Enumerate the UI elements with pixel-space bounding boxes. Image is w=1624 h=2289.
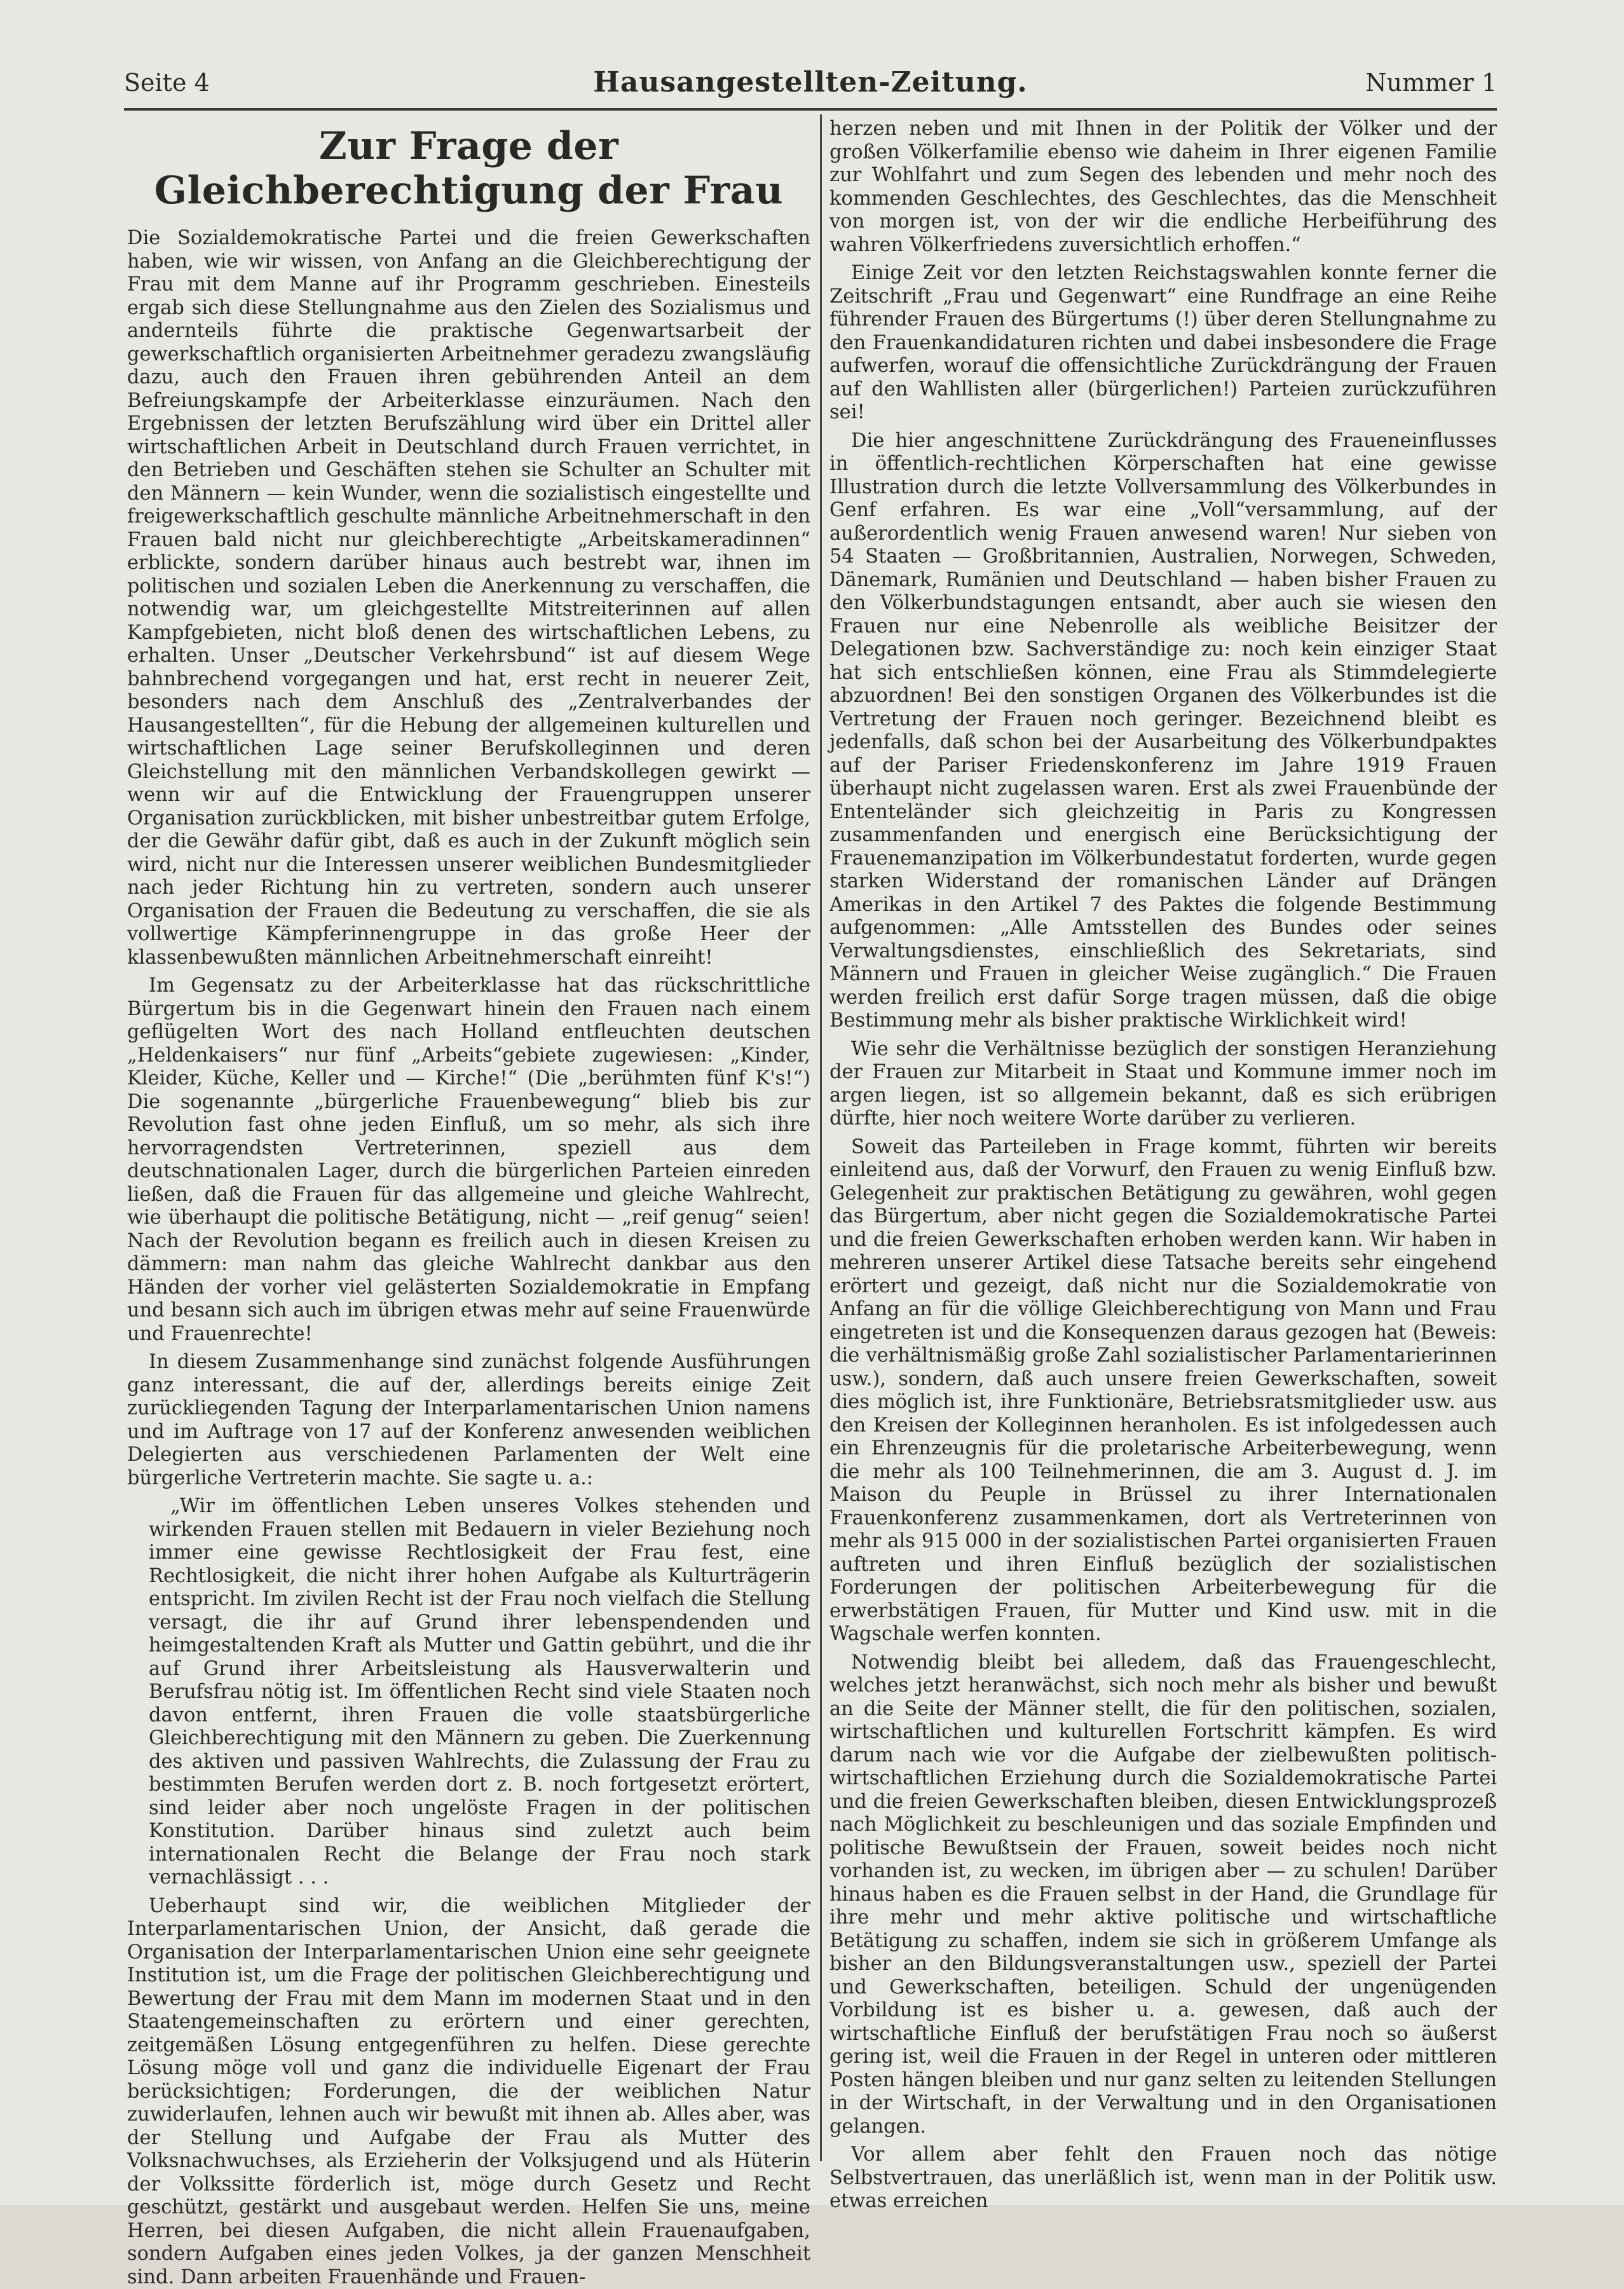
page-number: Seite 4 [124,64,210,102]
paragraph: Die hier angeschnittene Zurückdrängung des Fraueneinflusses in öffentlich-rechtlichen Körperschaften hat eine gewisse Illustration durch die letzte Vollversammlung des Völkerbundes in Genf erfahren. Es war eine „Voll“versammlung, auf der außerordentlich wenig Frauen anwesend waren! Nur sieben von 54 Staaten — Großbritannien, Australien, Norwegen, Schweden, Dänemark, Rumänien und Deutschland — haben bisher Frauen zu den Völkerbundstagungen entsandt, aber auch sie wiesen den Frauen nur eine Nebenrolle als weibliche Beisitzer der Delegationen bzw. Sachverständige zu: noch kein einziger Staat hat sich entschließen können, eine Frau als Stimmdelegierte abzuordnen! Bei den sonstigen Organen des Völkerbundes ist die Vertretung der Frauen noch geringer. Bezeichnend bleibt es jedenfalls, daß schon bei der Ausarbeitung des Völkerbundpaktes auf der Pariser Friedenskonferenz im Jahre 1919 Frauen überhaupt nicht zugelassen waren. Erst als zwei Frauenbünde der Ententeländer sich gleichzeitig in Paris zu Kongressen zusammenfanden und energisch eine Berücksichtigung der Frauenemanzipation im Völkerbundestatut forderten, wurde gegen starken Widerstand der romanischen Länder auf Drängen Amerikas in den Artikel 7 des Paktes die folgende Bestimmung aufgenommen: „Alle Amtsstellen des Bundes oder seines Verwaltungsdienstes, einschließlich des Sekretariats, sind Männern und Frauen in gleicher Weise zugänglich.“ Die Frauen werden freilich erst dafür Sorge tragen müssen, daß die obige Bestimmung mehr als bisher praktische Wirklichkeit wird! [829,430,1497,1033]
paragraph: Ueberhaupt sind wir, die weiblichen Mitglieder der Interparlamentarischen Union, der Ansicht, daß gerade die Organisation der Interparlamentarischen Union eine sehr geeignete Institution ist, um die Frage der politischen Gleichberechtigung und Bewertung der Frau mit dem Mann im modernen Staat und in den Staatengemeinschaften zu erörtern und einer gerechten, zeitgemäßen Lösung entgegenführen zu helfen. Diese gerechte Lösung möge voll und ganz die individuelle Eigenart der Frau berücksichtigen; Forderungen, die der weiblichen Natur zuwiderlaufen, lehnen auch wir bewußt mit ihnen ab. Alles aber, was der Stellung und Aufgabe der Frau als Mutter des Volksnachwuchses, als Erzieherin der Volksjugend und als Hüterin der Volkssitte förderlich ist, möge durch Gesetz und Recht geschützt, gestärkt und ausgebaut werden. Helfen Sie uns, meine Herren, bei diesen Aufgaben, die nicht allein Frauenaufgaben, sondern Aufgaben eines jeden Volkes, ja der ganzen Menschheit sind. Dann arbeiten Frauenhände und Frauen- [127,1895,810,2289]
quote-paragraph: „Wir im öffentlichen Leben unseres Volkes stehenden und wirkenden Frauen stellen mit Bedauern in vieler Beziehung noch immer eine gewisse Rechtlosigkeit der Frau fest, eine Rechtlosigkeit, die nicht ihrer hohen Aufgabe als Kulturträgerin entspricht. Im zivilen Recht ist der Frau noch vielfach die Stellung versagt, die ihr auf Grund ihrer lebenspendenden und heimgestaltenden Kraft als Mutter und Gattin gebührt, und die ihr auf Grund ihrer Arbeitsleistung als Hausverwalterin und Berufsfrau nötig ist. Im öffentlichen Recht sind viele Staaten noch davon entfernt, ihren Frauen die volle staatsbürgerliche Gleichberechtigung mit den Männern zu geben. Die Zuerkennung des aktiven und passiven Wahlrechts, die Zulassung der Frau zu bestimmten Berufen werden dort z. B. noch fortgesetzt erörtert, sind leider aber noch ungelöste Fragen in der politischen Konstitution. Darüber hinaus sind zuletzt auch beim internationalen Recht die Belange der Frau noch stark vernachlässigt . . . [149,1495,810,1890]
article-title: Zur Frage der Gleichberechtigung der Frau [127,124,810,213]
paragraph: Soweit das Parteileben in Frage kommt, führten wir bereits einleitend aus, daß der Vorwurf, den Frauen zu wenig Einfluß bzw. Gelegenheit zur praktischen Betätigung zu gewähren, wohl gegen das Bürgertum, aber nicht gegen die Sozialdemokratische Partei und die freien Gewerkschaften erhoben werden kann. Wir haben in mehreren unserer Artikel diese Tatsache bereits sehr eingehend erörtert und gezeigt, daß nicht nur die Sozialdemokratie von Anfang an für die völlige Gleichberechtigung von Mann und Frau eingetreten ist und die Konsequenzen daraus gezogen hat (Beweis: die verhältnismäßig große Zahl sozialistischer Parlamentarierinnen usw.), sondern, daß auch unsere freien Gewerkschaften, soweit dies möglich ist, ihre Funktionäre, Betriebsratsmitglieder usw. aus den Kreisen der Kolleginnen heranholen. Es ist infolgedessen auch ein Ehrenzeugnis für die proletarische Arbeiterbewegung, wenn die mehr als 100 Teilnehmerinnen, die am 3. August d. J. im Maison du Peuple in Brüssel zu ihrer Internationalen Frauenkonferenz zusammenkamen, dort als Vertreterinnen von mehr als 915 000 in der sozialistischen Partei organisierten Frauen auftreten und ihren Einfluß bezüglich der sozialistischen Forderungen der politischen Arbeiterbewegung für die erwerbstätigen Frauen, für Mutter und Kind usw. mit in die Wagschale werfen konnten. [829,1136,1497,1646]
paragraph: Wie sehr die Verhältnisse bezüglich der sonstigen Heranziehung der Frauen zur Mitarbeit in Staat und Kommune immer noch im argen liegen, ist so allgemein bekannt, daß es sich erübrigen dürfte, hier noch weitere Worte darüber zu verlieren. [829,1038,1497,1131]
header-rule [124,108,1497,111]
newspaper-title: Hausangestellten-Zeitung. [124,64,1497,102]
paragraph: Notwendig bleibt bei alledem, daß das Frauengeschlecht, welches jetzt heranwächst, sich noch mehr als bisher und bewußt an die Seite der Männer stellt, die für den politischen, sozialen, wirtschaftlichen und kulturellen Fortschritt kämpfen. Es wird darum nach wie vor die Aufgabe der zielbewußten politisch-wirtschaftlichen Erziehung durch die Sozialdemokratische Partei und die freien Gewerkschaften bleiben, diesen Entwicklungsprozeß nach Möglichkeit zu beschleunigen und das soziale Empfinden und politische Bewußtsein der Frauen, soweit beides noch nicht vorhanden ist, zu wecken, im übrigen aber — zu schulen! Darüber hinaus haben es die Frauen selbst in der Hand, die Grundlage für ihre mehr und mehr aktive politische und wirtschaftliche Betätigung zu schaffen, indem sie sich in größerem Umfange als bisher an den Bildungsveranstaltungen usw., speziell der Partei und Gewerkschaften, beteiligen. Schuld der ungenügenden Vorbildung ist es bisher u. a. gewesen, daß auch der wirtschaftliche Einfluß der berufstätigen Frau noch so äußerst gering ist, weil die Frauen in der Regel in unteren oder mittleren Posten hängen bleiben und nur ganz selten zu leitenden Stellungen in der Wirtschaft, in der Verwaltung und in den Organisationen gelangen. [829,1651,1497,2139]
issue-number: Nummer 1 [1365,64,1497,102]
paragraph: In diesem Zusammenhange sind zunächst folgende Ausführungen ganz interessant, die auf der, allerdings bereits einige Zeit zurückliegenden Tagung der Interparlamentarischen Union namens und im Auftrage von 17 auf der Konferenz anwesenden weiblichen Delegierten aus verschiedenen Parlamenten der Welt eine bürgerliche Vertreterin machte. Sie sagte u. a.: [127,1351,810,1490]
paragraph: herzen neben und mit Ihnen in der Politik der Völker und der großen Völkerfamilie ebenso wie daheim in Ihrer eigenen Familie zur Wohlfahrt und zum Segen des lebenden und mehr noch des kommenden Geschlechtes, des Geschlechtes, das die Menschheit von morgen ist, von der wir die endliche Herbeiführung des wahren Völkerfriedens zuversichtlich erhoffen.“ [829,118,1497,257]
paragraph: Im Gegensatz zu der Arbeiterklasse hat das rückschrittliche Bürgertum bis in die Gegenwart hinein den Frauen nach einem geflügelten Wort des nach Holland entfleuchten deutschen „Heldenkaisers“ nur fünf „Arbeits“gebiete zugewiesen: „Kinder, Kleider, Küche, Keller und — Kirche!“ (Die „berühmten fünf K's!“) Die sogenannte „bürgerliche Frauenbewegung“ blieb bis zur Revolution fast ohne jeden Einfluß, um so mehr, als sich ihre hervorragendsten Vertreterinnen, speziell aus dem deutschnationalen Lager, durch die bürgerlichen Parteien einreden ließen, daß die Frauen für das allgemeine und gleiche Wahlrecht, wie überhaupt die politische Betätigung, nicht — „reif genug“ seien! Nach der Revolution begann es freilich auch in diesen Kreisen zu dämmern: man nahm das gleiche Wahlrecht dankbar aus den Händen der vorher viel gelästerten Sozialdemokratie in Empfang und besann sich auch im übrigen etwas mehr auf seine Frauenwürde und Frauenrechte! [127,974,810,1346]
page-header [124,64,1497,102]
column-divider [820,114,822,2161]
article-column-left [127,118,810,2171]
paragraph: Vor allem aber fehlt den Frauen noch das nötige Selbstvertrauen, das unerläßlich ist, wenn man in der Politik usw. etwas erreichen [829,2143,1497,2213]
paragraph: Die Sozialdemokratische Partei und die freien Gewerkschaften haben, wie wir wissen, von Anfang an die Gleichberechtigung der Frau mit dem Manne auf ihr Programm geschrieben. Einesteils ergab sich diese Stellungnahme aus den Zielen des Sozialismus und andernteils führte die praktische Gegenwartsarbeit der gewerkschaftlich organisierten Arbeitnehmer geradezu zwangsläufig dazu, auch den Frauen ihren gebührenden Anteil an dem Befreiungskampfe der Arbeiterklasse einzuräumen. Nach den Ergebnissen der letzten Berufszählung wird über ein Drittel aller wirtschaftlichen Arbeit in Deutschland durch Frauen verrichtet, in den Betrieben und Geschäften stehen sie Schulter an Schulter mit den Männern — kein Wunder, wenn die sozialistisch eingestellte und freigewerkschaftlich geschulte männliche Arbeitnehmerschaft in den Frauen bald nicht nur gleichberechtigte „Arbeitskameradinnen“ erblickte, sondern darüber hinaus auch bestrebt war, ihnen im politischen und sozialen Leben die Anerkennung zu verschaffen, die notwendig war, um gleichgestellte Mitstreiterinnen auf allen Kampfgebieten, nicht bloß denen des wirtschaftlichen Lebens, zu erhalten. Unser „Deutscher Verkehrsbund“ ist auf diesem Wege bahnbrechend vorgegangen und hat, erst recht in neuerer Zeit, besonders nach dem Anschluß des „Zentralverbandes der Hausangestellten“, für die Hebung der allgemeinen kulturellen und wirtschaftlichen Lage seiner Berufskolleginnen und deren Gleichstellung mit den männlichen Verbandskollegen gewirkt — wenn wir auf die Entwicklung der Frauengruppen unserer Organisation zurückblicken, mit bisher unbestreitbar gutem Erfolge, der die Gewähr dafür gibt, daß es auch in der Zukunft möglich sein wird, nicht nur die Interessen unserer weiblichen Bundesmitglieder nach jeder Richtung hin zu vertreten, sondern auch unserer Organisation der Frauen die Bedeutung zu verschaffen, die sie als vollwertige Kämpferinnengruppe in das große Heer der klassenbewußten männlichen Arbeitnehmerschaft einreiht! [127,227,810,969]
paragraph: Einige Zeit vor den letzten Reichstagswahlen konnte ferner die Zeitschrift „Frau und Gegenwart“ eine Rundfrage an eine Reihe führender Frauen des Bürgertums (!) über deren Stellungnahme zu den Frauenkandidaturen richten und dabei insbesondere die Frage aufwerfen, worauf die offensichtliche Zurückdrängung der Frauen auf den Wahllisten aller (bürgerlichen!) Parteien zurückzuführen sei! [829,262,1497,425]
article-column-right [829,118,1497,2171]
